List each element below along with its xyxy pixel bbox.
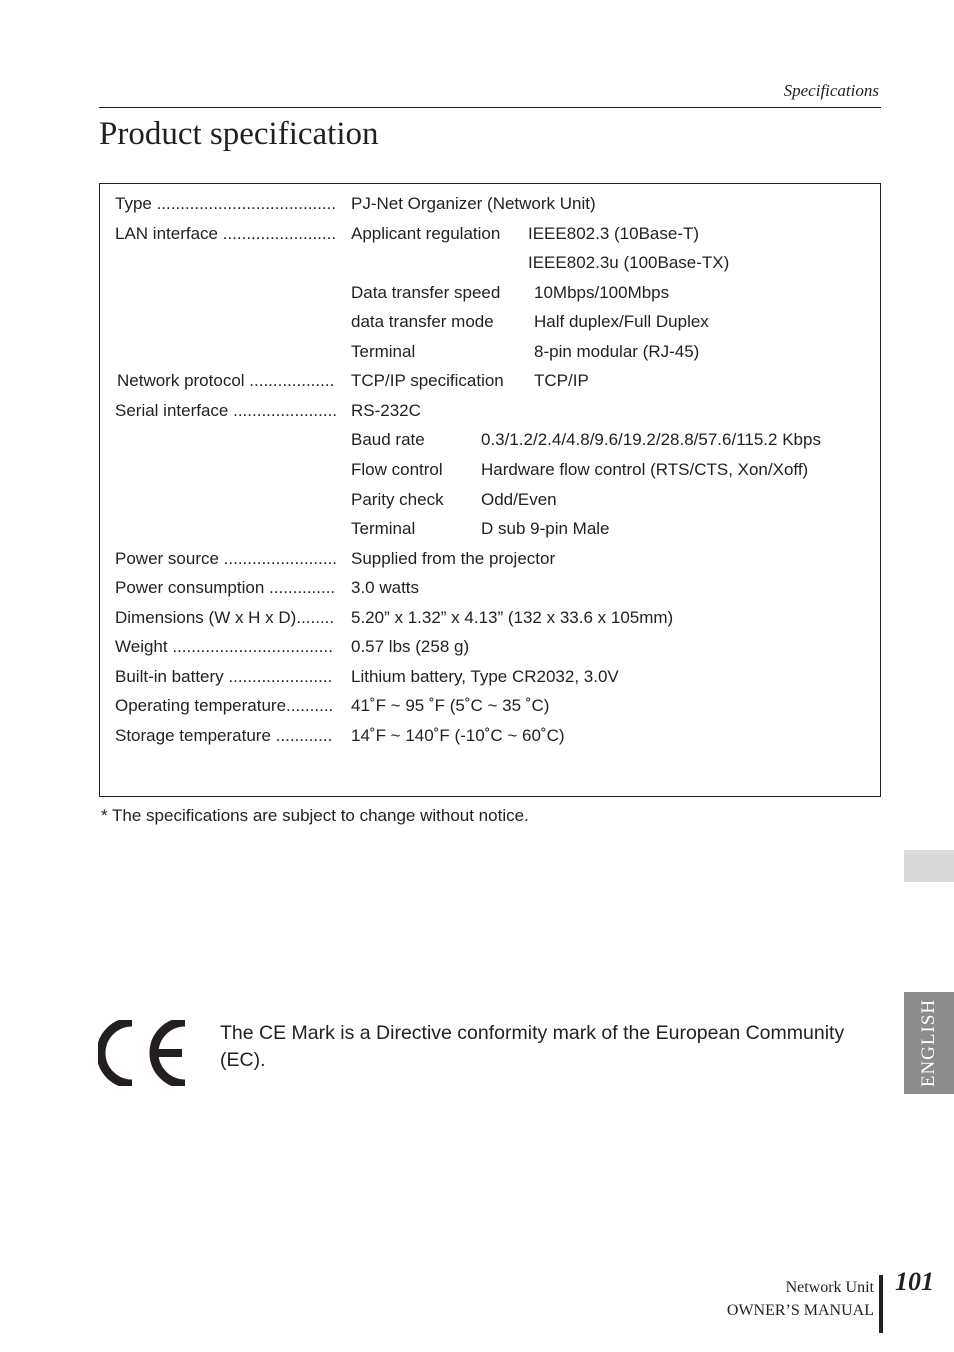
spec-detail: IEEE802.3u (100Base-TX) [528,253,730,272]
spec-value: Terminal [351,342,416,361]
spec-detail: Hardware flow control (RTS/CTS, Xon/Xoff) [481,460,809,479]
spec-value: 41˚F ~ 95 ˚F (5˚C ~ 35 ˚C) [351,696,550,715]
spec-label: LAN interface ........................ [115,224,337,243]
spec-value: Supplied from the projector [351,549,556,568]
spec-detail: 0.3/1.2/2.4/4.8/9.6/19.2/28.8/57.6/115.2 Kbps [481,430,821,449]
section-tab-marker [904,850,954,882]
spec-value: TCP/IP specification [351,371,504,390]
footer-line-1: Network Unit [785,1279,874,1296]
spec-detail: TCP/IP [534,371,589,390]
spec-detail: Half duplex/Full Duplex [534,312,709,331]
spec-detail: 8-pin modular (RJ-45) [534,342,700,361]
spec-label: Weight .................................. [115,637,333,656]
footer-divider [879,1275,883,1333]
language-tab [904,992,954,1094]
footer-manual-title [640,1276,874,1322]
footer-line-2: OWNER’S MANUAL [726,1302,874,1319]
spec-value: 3.0 watts [351,578,420,597]
spec-value: RS-232C [351,401,421,420]
spec-value: 14˚F ~ 140˚F (-10˚C ~ 60˚C) [351,726,565,745]
ce-description: The CE Mark is a Directive conformity mark of the European Community (EC). [220,1022,845,1071]
spec-value: Terminal [351,519,416,538]
spec-note: * The specifications are subject to change without notice. [101,806,529,825]
spec-value: Applicant regulation [351,224,501,243]
spec-value: 5.20” x 1.32” x 4.13” (132 x 33.6 x 105mm) [351,608,674,627]
page-number: 101 [895,1267,934,1296]
spec-box [99,183,881,797]
spec-value: Data transfer speed [351,283,501,302]
spec-value: PJ-Net Organizer (Network Unit) [351,194,596,213]
spec-detail: 10Mbps/100Mbps [534,283,670,302]
ce-mark-icon [98,1020,190,1086]
spec-label: Storage temperature ............ [115,726,333,745]
spec-value: data transfer mode [351,312,494,331]
spec-label: Network protocol .................. [117,371,335,390]
header-rule [99,107,881,108]
spec-label: Type ...................................... [115,194,337,213]
spec-label: Power consumption .............. [115,578,336,597]
spec-detail: Odd/Even [481,490,557,509]
spec-value: Parity check [351,490,444,509]
spec-label: Power source ........................ [115,549,338,568]
spec-value: Lithium battery, Type CR2032, 3.0V [351,667,619,686]
spec-label: Dimensions (W x H x D)........ [115,608,335,627]
spec-label: Built-in battery ...................... [115,667,333,686]
spec-label: Serial interface ...................... [115,401,338,420]
page-title: Product specification [99,116,379,152]
running-head: Specifications [783,81,879,100]
spec-value: 0.57 lbs (258 g) [351,637,470,656]
language-tab-label: ENGLISH [918,998,939,1088]
spec-detail: IEEE802.3 (10Base-T) [528,224,700,243]
spec-detail: D sub 9-pin Male [481,519,610,538]
spec-value: Baud rate [351,430,425,449]
spec-value: Flow control [351,460,443,479]
spec-label: Operating temperature.......... [115,696,334,715]
